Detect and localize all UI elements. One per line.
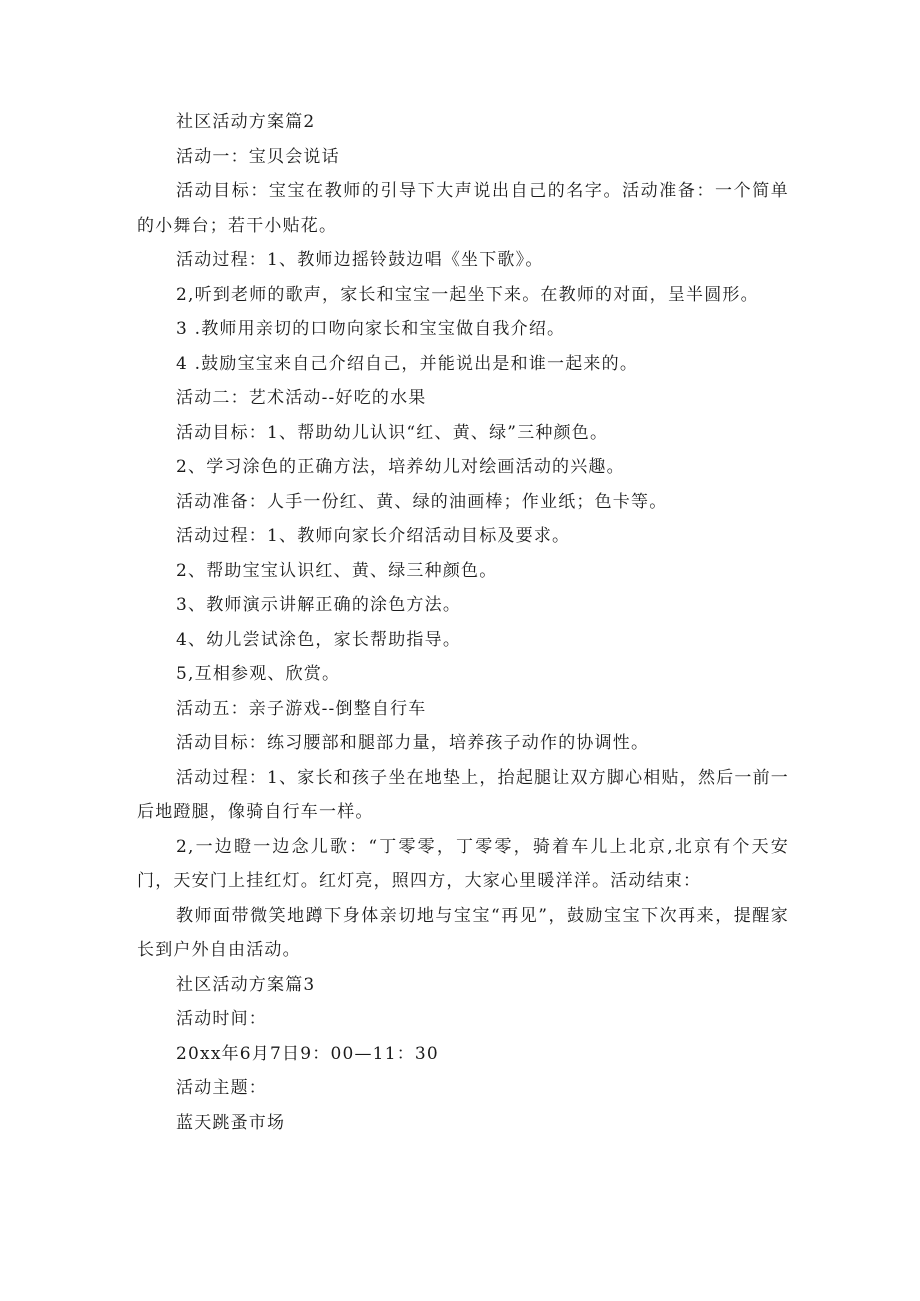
paragraph: 活动过程：1、教师向家长介绍活动目标及要求。 <box>176 526 571 546</box>
paragraph: 2,一边瞪一边念儿歌：“丁零零，丁零零，骑着车儿上北京,北京有个天安门，天安门上挂红灯。红灯亮，照四方，大家心里暖洋洋。活动结束： <box>137 836 789 891</box>
paragraph: 3、教师演示讲解正确的涂色方法。 <box>176 595 462 615</box>
activity-heading: 活动一：宝贝会说话 <box>176 146 340 167</box>
paragraph: 2,听到老师的歌声，家长和宝宝一起坐下来。在教师的对面，呈半圆形。 <box>176 284 759 305</box>
paragraph: 活动准备：人手一份红、黄、绿的油画棒；作业纸；色卡等。 <box>176 491 668 512</box>
field-value: 蓝天跳蚤市场 <box>176 1112 286 1133</box>
paragraph: 4 .鼓励宝宝来自己介绍自己，并能说出是和谁一起来的。 <box>176 353 639 374</box>
activity-heading: 活动五：亲子游戏--倒整自行车 <box>176 698 427 719</box>
paragraph: 2、学习涂色的正确方法，培养幼儿对绘画活动的兴趣。 <box>176 457 625 477</box>
paragraph: 5,互相参观、欣赏。 <box>176 664 341 684</box>
section-title: 社区活动方案篇3 <box>176 974 316 995</box>
activity-heading: 活动二：艺术活动--好吃的水果 <box>176 388 427 408</box>
paragraph: 活动目标：1、帮助幼儿认识“红、黄、绿”三种颜色。 <box>176 422 609 443</box>
section-title: 社区活动方案篇2 <box>176 112 316 132</box>
paragraph: 活动过程：1、教师边摇铃鼓边唱《坐下歌》。 <box>176 250 544 270</box>
paragraph: 3 .教师用亲切的口吻向家长和宝宝做自我介绍。 <box>176 319 566 339</box>
paragraph: 活动目标：宝宝在教师的引导下大声说出自己的名字。活动准备：一个简单的小舞台；若干小贴花。 <box>137 181 789 236</box>
paragraph: 2、帮助宝宝认识红、黄、绿三种颜色。 <box>176 560 498 581</box>
field-value: 20xx年6月7日9：00—11：30 <box>176 1043 439 1064</box>
field-label: 活动主题： <box>176 1078 267 1098</box>
document-body <box>137 105 789 1140</box>
paragraph: 活动目标：练习腰部和腿部力量，培养孩子动作的协调性。 <box>176 733 650 753</box>
paragraph: 4、幼儿尝试涂色，家长帮助指导。 <box>176 629 462 650</box>
paragraph: 教师面带微笑地蹲下身体亲切地与宝宝“再见”，鼓励宝宝下次再来，提醒家长到户外自由活动。 <box>137 905 789 960</box>
field-label: 活动时间： <box>176 1009 267 1029</box>
paragraph: 活动过程：1、家长和孩子坐在地垫上，抬起腿让双方脚心相贴，然后一前一后地蹬腿，像骑自行车一样。 <box>137 767 789 822</box>
